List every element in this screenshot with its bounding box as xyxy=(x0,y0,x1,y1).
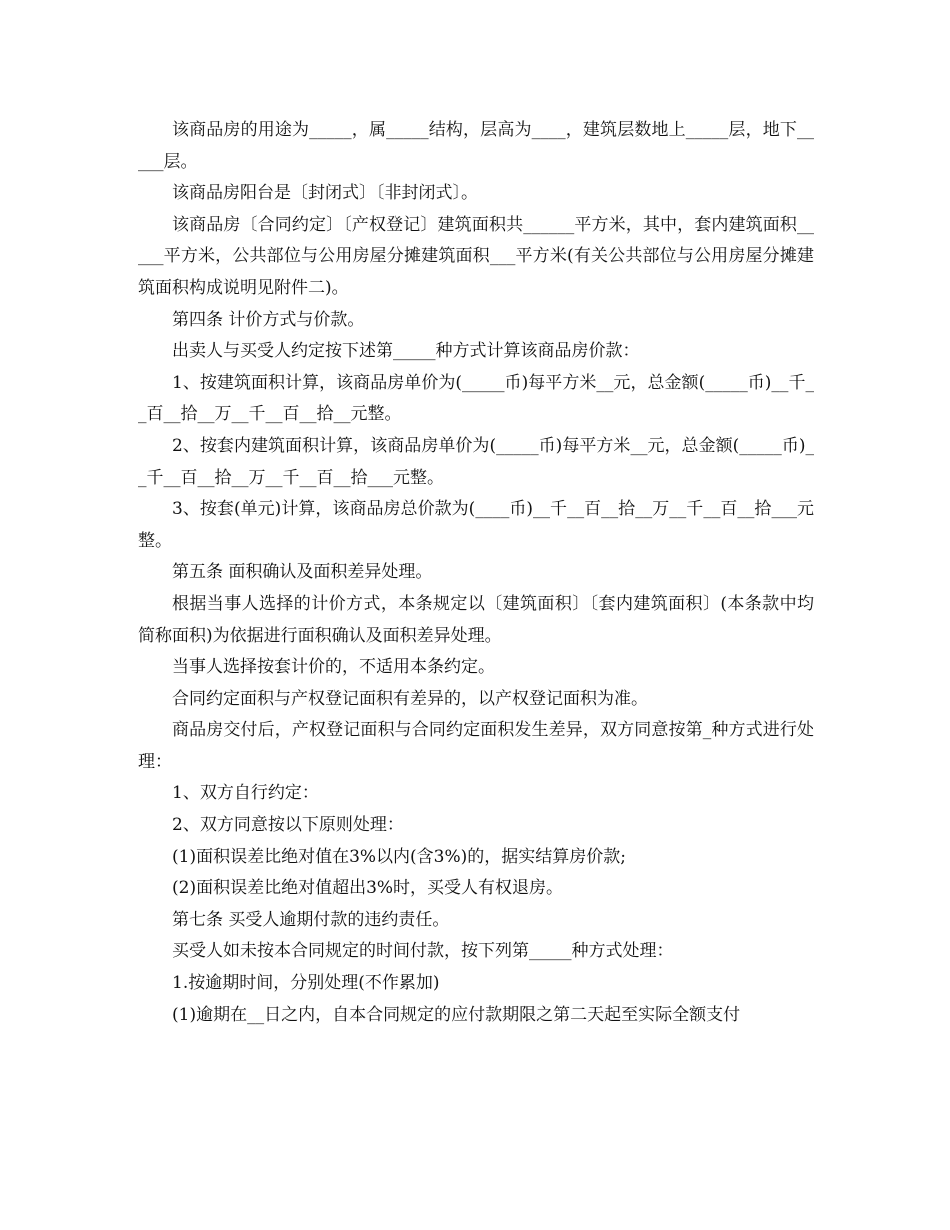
list-item-over-3-percent: (2)面积误差比绝对值超出3%时，买受人有权退房。 xyxy=(172,878,564,899)
paragraph-price-by-building-area: 1、按建筑面积计算，该商品房单价为(_____币)每平方米__元，总金额(_____币)__千__百__拾__万__千__百__拾__元整。 xyxy=(138,372,814,425)
article-7-heading: 第七条 买受人逾期付款的违约责任。 xyxy=(172,909,450,930)
article-5-heading: 第五条 面积确认及面积差异处理。 xyxy=(172,562,433,583)
paragraph-floor-area: 该商品房〔合同约定〕〔产权登记〕建筑面积共______平方米，其中，套内建筑面积_____平方米，公共部位与公用房屋分摊建筑面积___平方米(有关公共部位与公用房屋分摊建筑面积构成说明见附件二)。 xyxy=(138,214,814,298)
paragraph-set-exclusion: 当事人选择按套计价的，不适用本条约定。 xyxy=(172,657,495,678)
list-item-overdue-days: (1)逾期在__日之内，自本合同规定的应付款期限之第二天起至实际全额支付 xyxy=(172,1004,741,1025)
paragraph-area-difference: 商品房交付后，产权登记面积与合同约定面积发生差异，双方同意按第_种方式进行处理： xyxy=(138,720,814,772)
article-4-heading: 第四条 计价方式与价款。 xyxy=(172,309,365,330)
paragraph-late-payment: 买受人如未按本合同规定的时间付款，按下列第_____种方式处理： xyxy=(172,941,674,962)
paragraph-price-by-set: 3、按套(单元)计算，该商品房总价款为(____币)__千__百__拾__万__千__百__拾___元整。 xyxy=(138,499,814,551)
paragraph-balcony: 该商品房阳台是〔封闭式〕〔非封闭式〕。 xyxy=(172,183,478,204)
paragraph-usage-structure: 该商品房的用途为_____，属_____结构，层高为____，建筑层数地上_____层，地下_____层。 xyxy=(138,120,814,172)
paragraph-registered-area-priority: 合同约定面积与产权登记面积有差异的，以产权登记面积为准。 xyxy=(172,688,648,709)
list-item-principles: 2、双方同意按以下原则处理： xyxy=(172,815,404,836)
list-item-overdue-time: 1.按逾期时间，分别处理(不作累加) xyxy=(172,973,440,994)
paragraph-price-by-unit-area: 2、按套内建筑面积计算，该商品房单价为(_____币)每平方米__元，总金额(_____币)__千__百__拾__万__千__百__拾___元整。 xyxy=(138,435,814,488)
document-page xyxy=(138,115,814,1031)
paragraph-area-basis: 根据当事人选择的计价方式，本条规定以〔建筑面积〕〔套内建筑面积〕(本条款中均简称面积)为依据进行面积确认及面积差异处理。 xyxy=(138,593,814,646)
paragraph-pricing-method: 出卖人与买受人约定按下述第_____种方式计算该商品房价款： xyxy=(172,341,640,362)
list-item-within-3-percent: (1)面积误差比绝对值在3%以内(含3%)的，据实结算房价款; xyxy=(172,846,627,867)
list-item-self-agreement: 1、双方自行约定： xyxy=(172,783,319,804)
